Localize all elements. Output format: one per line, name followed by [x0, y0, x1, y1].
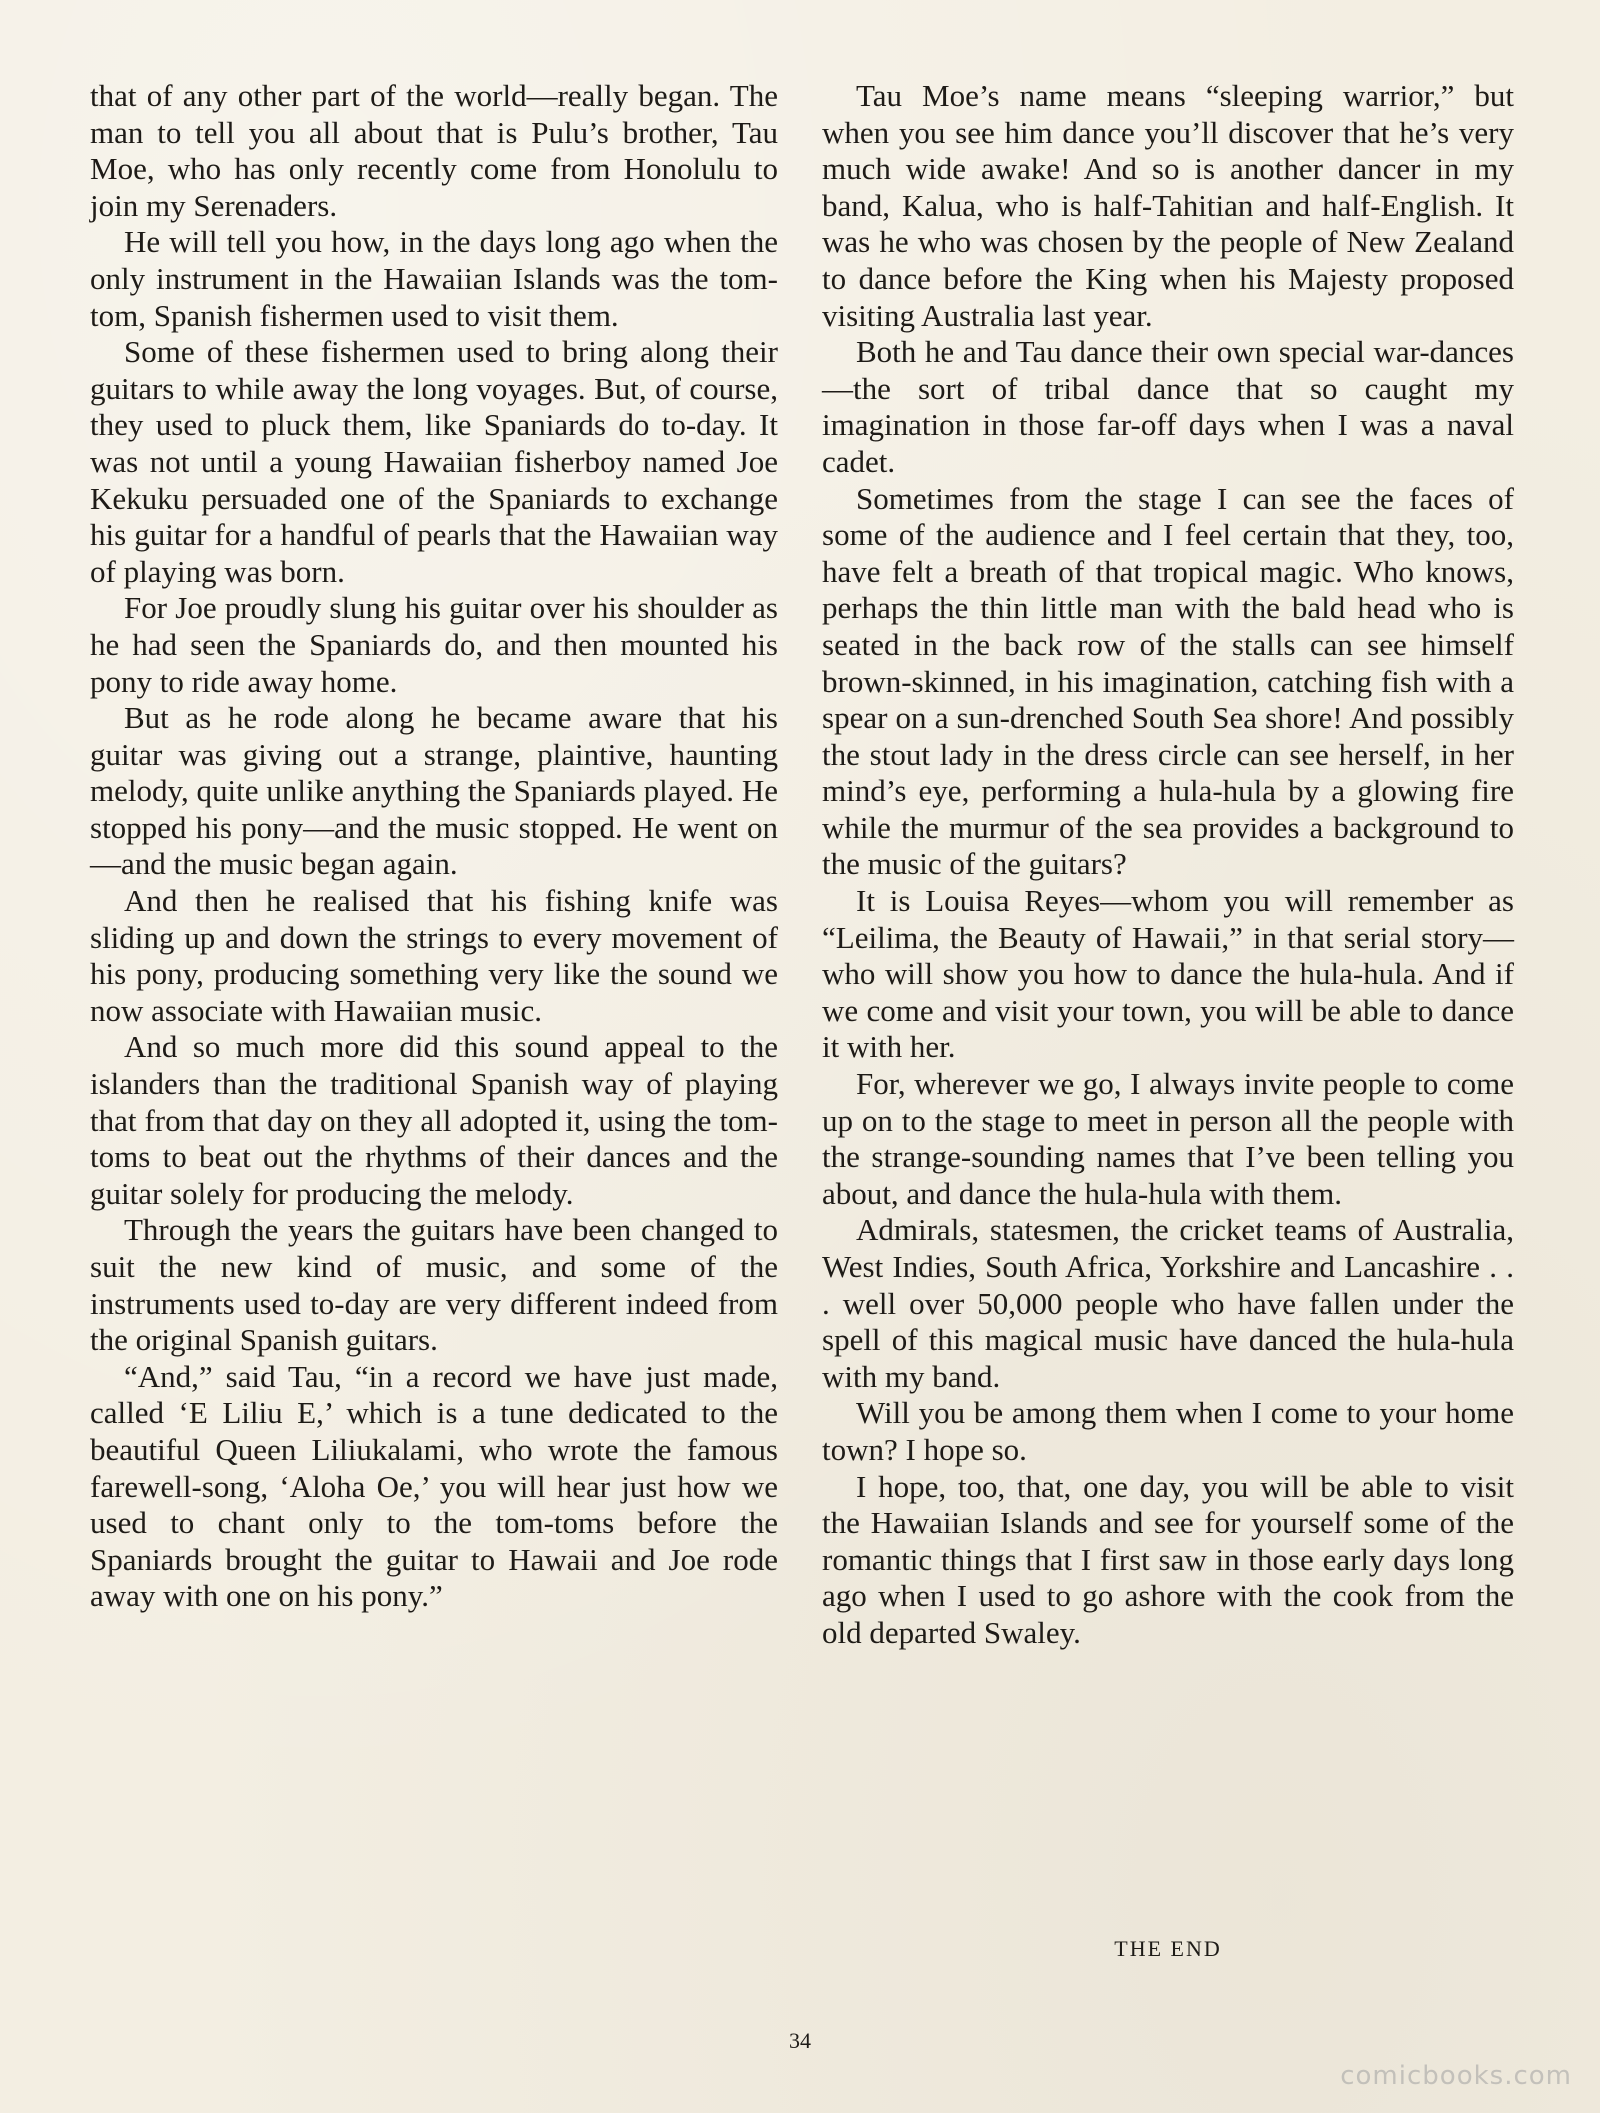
paragraph: It is Louisa Reyes—whom you will remember as “Leilima, the Beauty of Hawaii,” in that serial story—who will show you how to dance the hula-hula. And if we come and visit your town, you will be able to dance it with her. [822, 883, 1514, 1065]
paragraph: Some of these fishermen used to bring along their guitars to while away the long voyages. But, of course, they used to pluck them, like Spaniards do to-day. It was not until a young Hawaiian fisherboy named Joe Kekuku persuaded one of the Spaniards to exchange his guitar for a handful of pearls that the Hawaiian way of playing was born. [90, 334, 778, 589]
paragraph: And then he realised that his fishing knife was sliding up and down the strings to every movement of his pony, producing something very like the sound we now associate with Hawaiian music. [90, 883, 778, 1028]
the-end-label: THE END [1114, 1936, 1222, 1961]
paragraph: I hope, too, that, one day, you will be able to visit the Hawaiian Islands and see for yourself some of the romantic things that I first saw in those early days long ago when I used to go ashore with the cook from the old departed Swaley. [822, 1468, 1514, 1650]
paragraph: For Joe proudly slung his guitar over his shoulder as he had seen the Spaniards do, and then mounted his pony to ride away home. [90, 590, 778, 699]
paragraph: He will tell you how, in the days long ago when the only instrument in the Hawaiian Islands was the tom-tom, Spanish fishermen used to visit them. [90, 224, 778, 333]
paragraph: Admirals, statesmen, the cricket teams of Australia, West Indies, South Africa, Yorkshire and Lancashire . . . well over 50,000 people who have fallen under the spell of this magical music have danced the hula-hula with my band. [822, 1212, 1514, 1394]
paragraph: that of any other part of the world—really began. The man to tell you all about that is Pulu’s brother, Tau Moe, who has only recently come from Honolulu to join my Serenaders. [90, 78, 778, 223]
watermark: comicbooks.com [1340, 2061, 1572, 2091]
paragraph: “And,” said Tau, “in a record we have just made, called ‘E Liliu E,’ which is a tune dedicated to the beautiful Queen Liliukalami, who wrote the famous farewell-song, ‘Aloha Oe,’ you will hear just how we used to chant only to the tom-toms before the Spaniards brought the guitar to Hawaii and Joe rode away with one on his pony.” [90, 1358, 778, 1614]
paragraph: Sometimes from the stage I can see the faces of some of the audience and I feel certain that they, too, have felt a breath of that tropical magic. Who knows, perhaps the thin little man with the bald head who is seated in the back row of the stalls can see himself brown-skinned, in his imagination, catching fish with a spear on a sun-drenched South Sea shore! And possibly the stout lady in the dress circle can see herself, in her mind’s eye, performing a hula-hula by a glowing fire while the murmur of the sea provides a background to the music of the guitars? [822, 480, 1514, 882]
paragraph: Through the years the guitars have been changed to suit the new kind of music, and some of the instruments used to-day are very different indeed from the original Spanish guitars. [90, 1212, 778, 1358]
paragraph: But as he rode along he became aware that his guitar was giving out a strange, plaintive, haunting melody, quite unlike anything the Spaniards played. He stopped his pony—and the music stopped. He went on—and the music began again. [90, 700, 778, 882]
page-number: 34 [789, 2028, 811, 2053]
paragraph: For, wherever we go, I always invite people to come up on to the stage to meet in person all the people with the strange-sounding names that I’ve been telling you about, and dance the hula-hula with them. [822, 1066, 1514, 1211]
right-column [822, 78, 1514, 1652]
paragraph: Tau Moe’s name means “sleeping warrior,” but when you see him dance you’ll discover that he’s very much wide awake! And so is another dancer in my band, Kalua, who is half-Tahitian and half-English. It was he who was chosen by the people of New Zealand to dance before the King when his Majesty proposed visiting Australia last year. [822, 78, 1514, 333]
paragraph: Both he and Tau dance their own special war-dances—the sort of tribal dance that so caught my imagination in those far-off days when I was a naval cadet. [822, 334, 1514, 479]
paragraph: And so much more did this sound appeal to the islanders than the traditional Spanish way of playing that from that day on they all adopted it, using the tom-toms to beat out the rhythms of their dances and the guitar solely for producing the melody. [90, 1029, 778, 1211]
paragraph: Will you be among them when I come to your home town? I hope so. [822, 1395, 1514, 1467]
left-column [90, 78, 778, 1615]
